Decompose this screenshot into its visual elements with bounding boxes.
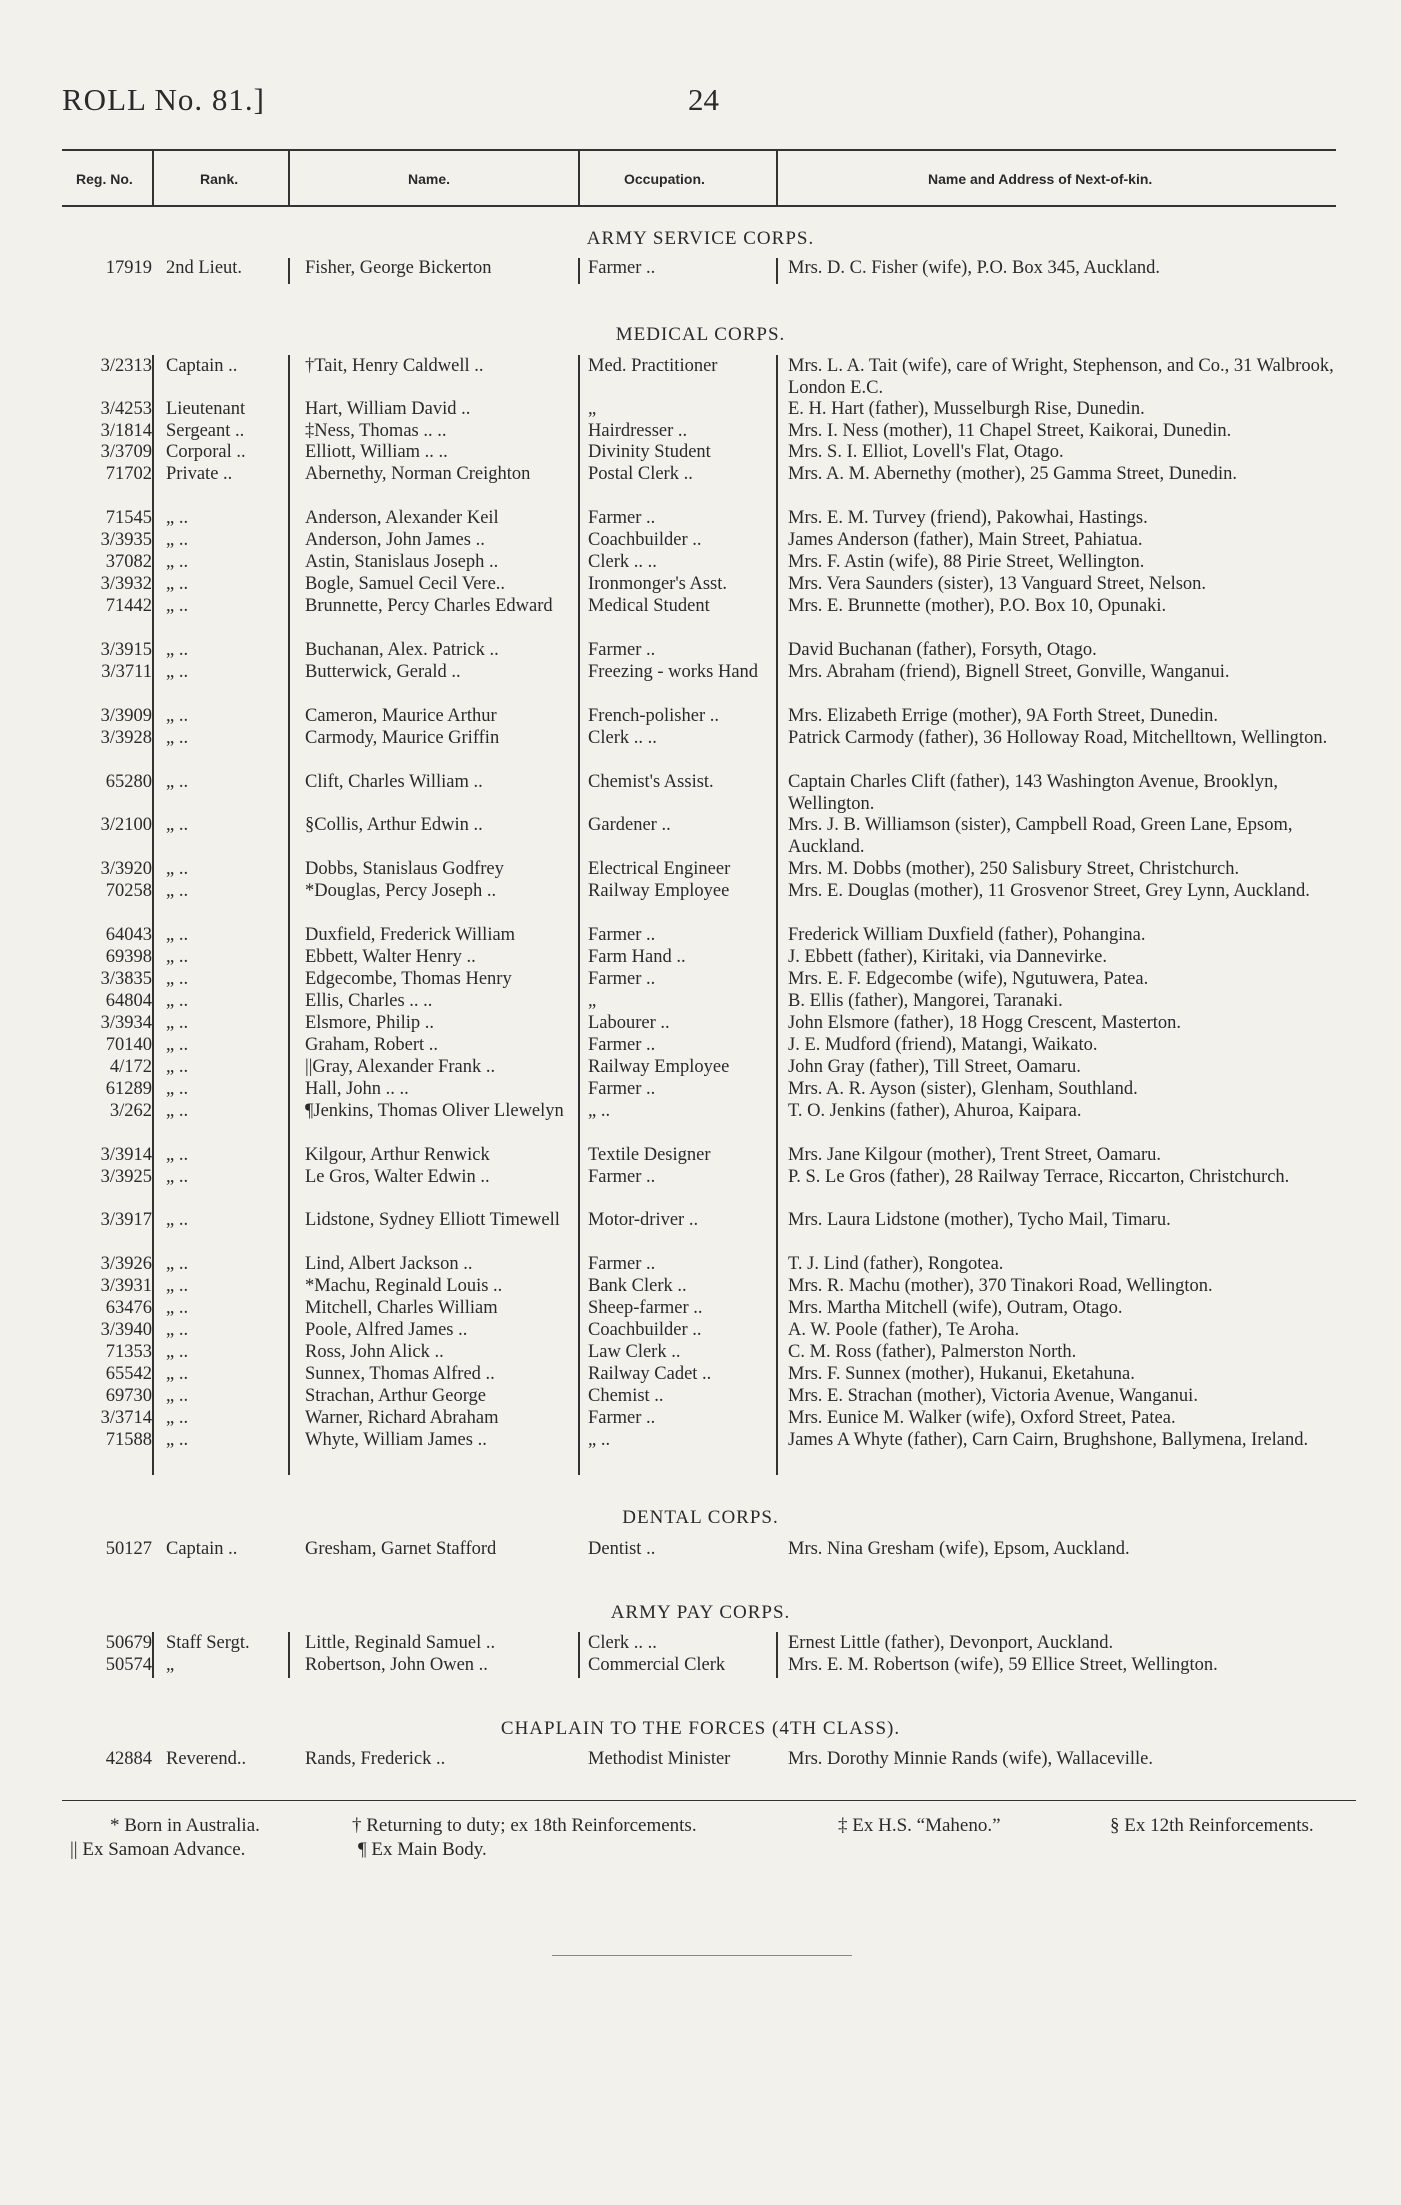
reg-number: 3/3940 bbox=[100, 1320, 152, 1340]
soldier-name: Fisher, George Bickerton bbox=[305, 258, 492, 278]
col-header-reg: Reg. No. bbox=[76, 171, 133, 187]
reg-number: 3/262 bbox=[109, 1101, 152, 1121]
reg-number: 3/3909 bbox=[100, 706, 152, 726]
occupation: Railway Employee bbox=[588, 1057, 730, 1077]
rank: „ .. bbox=[166, 815, 189, 835]
reg-number: 3/3711 bbox=[101, 662, 152, 682]
reg-number: 64804 bbox=[105, 991, 152, 1011]
bottom-rule bbox=[552, 1955, 852, 1956]
next-of-kin: Mrs. E. Douglas (mother), 11 Grosvenor Street, Grey Lynn, Auckland. bbox=[788, 881, 1310, 901]
rank: „ .. bbox=[166, 574, 189, 594]
rank: „ .. bbox=[166, 1408, 189, 1428]
rank: Sergeant .. bbox=[166, 421, 245, 441]
body-divider-med-3 bbox=[578, 355, 580, 1475]
occupation: Divinity Student bbox=[588, 442, 711, 462]
occupation: Farmer .. bbox=[588, 508, 656, 528]
reg-number: 50679 bbox=[105, 1633, 152, 1653]
reg-number: 64043 bbox=[105, 925, 152, 945]
rank: „ .. bbox=[166, 1035, 189, 1055]
soldier-name: †Tait, Henry Caldwell .. bbox=[305, 356, 484, 376]
reg-number: 3/3709 bbox=[100, 442, 152, 462]
occupation: Labourer .. bbox=[588, 1013, 670, 1033]
occupation: Chemist's Assist. bbox=[588, 772, 714, 792]
occupation: Methodist Minister bbox=[588, 1749, 731, 1769]
reg-number: 4/172 bbox=[109, 1057, 152, 1077]
occupation: „ .. bbox=[588, 1430, 611, 1450]
next-of-kin: Mrs. I. Ness (mother), 11 Chapel Street, Kaikorai, Dunedin. bbox=[788, 421, 1232, 441]
soldier-name: Lind, Albert Jackson .. bbox=[305, 1254, 473, 1274]
soldier-name: Le Gros, Walter Edwin .. bbox=[305, 1167, 490, 1187]
footnote-rule bbox=[62, 1800, 1356, 1801]
col-header-rank: Rank. bbox=[200, 171, 239, 187]
header-divider-1 bbox=[152, 149, 154, 206]
next-of-kin: P. S. Le Gros (father), 28 Railway Terrace, Riccarton, Christchurch. bbox=[788, 1167, 1290, 1187]
reg-number: 50127 bbox=[105, 1539, 152, 1559]
occupation: Electrical Engineer bbox=[588, 859, 731, 879]
rank: „ .. bbox=[166, 1210, 189, 1230]
occupation: Farmer .. bbox=[588, 1079, 656, 1099]
rank: „ .. bbox=[166, 640, 189, 660]
rank: „ .. bbox=[166, 706, 189, 726]
header-divider-4 bbox=[776, 149, 778, 206]
next-of-kin: Mrs. E. Strachan (mother), Victoria Avenue, Wanganui. bbox=[788, 1386, 1198, 1406]
next-of-kin: T. J. Lind (father), Rongotea. bbox=[788, 1254, 1004, 1274]
next-of-kin: Mrs. A. R. Ayson (sister), Glenham, Southland. bbox=[788, 1079, 1138, 1099]
reg-number: 3/2313 bbox=[100, 356, 152, 376]
occupation: „ .. bbox=[588, 1101, 611, 1121]
soldier-name: Ross, John Alick .. bbox=[305, 1342, 444, 1362]
next-of-kin: Mrs. F. Astin (wife), 88 Pirie Street, Wellington. bbox=[788, 552, 1145, 572]
section-heading: CHAPLAIN TO THE FORCES (4TH CLASS). bbox=[500, 1718, 901, 1739]
occupation: Farmer .. bbox=[588, 1254, 656, 1274]
body-divider-asc-3 bbox=[776, 258, 778, 284]
occupation: Farm Hand .. bbox=[588, 947, 686, 967]
rank: „ .. bbox=[166, 1320, 189, 1340]
occupation: Farmer .. bbox=[588, 258, 656, 278]
soldier-name: Elsmore, Philip .. bbox=[305, 1013, 434, 1033]
occupation: Chemist .. bbox=[588, 1386, 664, 1406]
body-divider-pay-1 bbox=[152, 1632, 154, 1678]
occupation: Farmer .. bbox=[588, 969, 656, 989]
reg-number: 71545 bbox=[105, 508, 152, 528]
occupation: Farmer .. bbox=[588, 1167, 656, 1187]
footnote-maheno: ‡ Ex H.S. “Maheno.” bbox=[838, 1815, 1001, 1836]
body-divider-med-4 bbox=[776, 355, 778, 1475]
body-divider-pay-4 bbox=[776, 1632, 778, 1678]
rank: Corporal .. bbox=[166, 442, 246, 462]
occupation: Gardener .. bbox=[588, 815, 671, 835]
reg-number: 3/3915 bbox=[100, 640, 152, 660]
body-divider-asc-1 bbox=[288, 258, 290, 284]
reg-number: 65280 bbox=[105, 772, 152, 792]
occupation: Clerk .. .. bbox=[588, 728, 657, 748]
rank: Private .. bbox=[166, 464, 233, 484]
soldier-name: Dobbs, Stanislaus Godfrey bbox=[305, 859, 504, 879]
next-of-kin: John Elsmore (father), 18 Hogg Crescent, Masterton. bbox=[788, 1013, 1182, 1033]
soldier-name: ¶Jenkins, Thomas Oliver Llewelyn bbox=[305, 1101, 564, 1121]
col-header-name: Name. bbox=[408, 171, 451, 187]
page-number: 24 bbox=[688, 82, 719, 117]
soldier-name: Edgecombe, Thomas Henry bbox=[305, 969, 512, 989]
rank: „ .. bbox=[166, 1254, 189, 1274]
reg-number: 3/1814 bbox=[100, 421, 152, 441]
section-heading: MEDICAL CORPS. bbox=[615, 324, 786, 345]
next-of-kin: E. H. Hart (father), Musselburgh Rise, Dunedin. bbox=[788, 399, 1145, 419]
next-of-kin: T. O. Jenkins (father), Ahuroa, Kaipara. bbox=[788, 1101, 1082, 1121]
occupation: Postal Clerk .. bbox=[588, 464, 693, 484]
reg-number: 17919 bbox=[105, 258, 152, 278]
reg-number: 3/3920 bbox=[100, 859, 152, 879]
rank: „ .. bbox=[166, 1101, 189, 1121]
reg-number: 3/3928 bbox=[100, 728, 152, 748]
soldier-name: Bogle, Samuel Cecil Vere.. bbox=[305, 574, 506, 594]
reg-number: 37082 bbox=[105, 552, 152, 572]
rank: „ .. bbox=[166, 1364, 189, 1384]
next-of-kin: Mrs. E. F. Edgecombe (wife), Ngutuwera, Patea. bbox=[788, 969, 1149, 989]
soldier-name: Graham, Robert .. bbox=[305, 1035, 439, 1055]
soldier-name: Cameron, Maurice Arthur bbox=[305, 706, 497, 726]
body-divider-med-1 bbox=[152, 355, 154, 1475]
header-bottom-rule bbox=[62, 205, 1336, 207]
rank: „ .. bbox=[166, 1013, 189, 1033]
next-of-kin: Frederick William Duxfield (father), Pohangina. bbox=[788, 925, 1146, 945]
rank: Lieutenant bbox=[166, 399, 246, 419]
soldier-name: Carmody, Maurice Griffin bbox=[305, 728, 500, 748]
rank: „ .. bbox=[166, 947, 189, 967]
next-of-kin: Mrs. Dorothy Minnie Rands (wife), Wallaceville. bbox=[788, 1749, 1154, 1769]
next-of-kin: Mrs. Jane Kilgour (mother), Trent Street, Oamaru. bbox=[788, 1145, 1162, 1165]
soldier-name: Ellis, Charles .. .. bbox=[305, 991, 433, 1011]
rank: Captain .. bbox=[166, 356, 238, 376]
soldier-name: Gresham, Garnet Stafford bbox=[305, 1539, 497, 1559]
soldier-name: Little, Reginald Samuel .. bbox=[305, 1633, 496, 1653]
reg-number: 70140 bbox=[105, 1035, 152, 1055]
soldier-name: ||Gray, Alexander Frank .. bbox=[305, 1057, 496, 1077]
rank: „ .. bbox=[166, 1430, 189, 1450]
next-of-kin: Mrs. Vera Saunders (sister), 13 Vanguard Street, Nelson. bbox=[788, 574, 1207, 594]
footnote-main-body: ¶ Ex Main Body. bbox=[358, 1839, 487, 1860]
occupation: Railway Cadet .. bbox=[588, 1364, 712, 1384]
reg-number: 71702 bbox=[105, 464, 152, 484]
occupation: Coachbuilder .. bbox=[588, 530, 702, 550]
reg-number: 3/3917 bbox=[100, 1210, 152, 1230]
next-of-kin: Mrs. Abraham (friend), Bignell Street, Gonville, Wanganui. bbox=[788, 662, 1230, 682]
reg-number: 3/3935 bbox=[100, 530, 152, 550]
occupation: Med. Practitioner bbox=[588, 356, 718, 376]
rank: Captain .. bbox=[166, 1539, 238, 1559]
reg-number: 3/4253 bbox=[100, 399, 152, 419]
next-of-kin: Captain Charles Clift (father), 143 Washington Avenue, Brooklyn, Wellington. bbox=[788, 772, 1279, 814]
next-of-kin: Mrs. L. A. Tait (wife), care of Wright, Stephenson, and Co., 31 Walbrook, London E.C. bbox=[788, 356, 1334, 398]
reg-number: 3/3714 bbox=[100, 1408, 152, 1428]
soldier-name: Anderson, Alexander Keil bbox=[305, 508, 499, 528]
roll-number: ROLL No. 81.] bbox=[62, 82, 265, 117]
rank: „ .. bbox=[166, 859, 189, 879]
soldier-name: Ebbett, Walter Henry .. bbox=[305, 947, 476, 967]
reg-number: 63476 bbox=[105, 1298, 152, 1318]
next-of-kin: J. Ebbett (father), Kiritaki, via Dannevirke. bbox=[788, 947, 1108, 967]
reg-number: 71588 bbox=[105, 1430, 152, 1450]
body-divider-med-2 bbox=[288, 355, 290, 1475]
col-header-occupation: Occupation. bbox=[624, 171, 705, 187]
rank: „ .. bbox=[166, 1386, 189, 1406]
occupation: Medical Student bbox=[588, 596, 710, 616]
soldier-name: Poole, Alfred James .. bbox=[305, 1320, 468, 1340]
soldier-name: Abernethy, Norman Creighton bbox=[305, 464, 531, 484]
body-divider-pay-3 bbox=[578, 1632, 580, 1678]
soldier-name: Kilgour, Arthur Renwick bbox=[305, 1145, 490, 1165]
soldier-name: *Machu, Reginald Louis .. bbox=[305, 1276, 503, 1296]
rank: Staff Sergt. bbox=[166, 1633, 250, 1653]
next-of-kin: John Gray (father), Till Street, Oamaru. bbox=[788, 1057, 1081, 1077]
footnote-ex12: § Ex 12th Reinforcements. bbox=[1110, 1815, 1314, 1836]
occupation: Coachbuilder .. bbox=[588, 1320, 702, 1340]
occupation: Ironmonger's Asst. bbox=[588, 574, 727, 594]
occupation: French-polisher .. bbox=[588, 706, 720, 726]
occupation: „ bbox=[588, 399, 597, 419]
occupation: Farmer .. bbox=[588, 1035, 656, 1055]
footnote-samoan: || Ex Samoan Advance. bbox=[70, 1839, 246, 1860]
footnote-born: * Born in Australia. bbox=[110, 1815, 260, 1836]
next-of-kin: Mrs. E. M. Turvey (friend), Pakowhai, Hastings. bbox=[788, 508, 1148, 528]
soldier-name: Rands, Frederick .. bbox=[305, 1749, 446, 1769]
next-of-kin: Mrs. E. Brunnette (mother), P.O. Box 10, Opunaki. bbox=[788, 596, 1167, 616]
reg-number: 3/3932 bbox=[100, 574, 152, 594]
next-of-kin: Mrs. D. C. Fisher (wife), P.O. Box 345, Auckland. bbox=[788, 258, 1161, 278]
section-heading: ARMY SERVICE CORPS. bbox=[586, 228, 815, 249]
reg-number: 3/3835 bbox=[100, 969, 152, 989]
next-of-kin: Mrs. Martha Mitchell (wife), Outram, Otago. bbox=[788, 1298, 1123, 1318]
soldier-name: Lidstone, Sydney Elliott Timewell bbox=[305, 1210, 560, 1230]
rank: „ .. bbox=[166, 1079, 189, 1099]
rank: „ .. bbox=[166, 530, 189, 550]
header-divider-3 bbox=[578, 149, 580, 206]
rank: „ .. bbox=[166, 508, 189, 528]
occupation: Farmer .. bbox=[588, 1408, 656, 1428]
rank: „ bbox=[166, 1655, 175, 1675]
reg-number: 71353 bbox=[105, 1342, 152, 1362]
occupation: Hairdresser .. bbox=[588, 421, 688, 441]
soldier-name: Clift, Charles William .. bbox=[305, 772, 483, 792]
reg-number: 3/2100 bbox=[100, 815, 152, 835]
section-heading: ARMY PAY CORPS. bbox=[610, 1602, 791, 1623]
next-of-kin: Mrs. Eunice M. Walker (wife), Oxford Street, Patea. bbox=[788, 1408, 1176, 1428]
soldier-name: Butterwick, Gerald .. bbox=[305, 662, 461, 682]
occupation: Sheep-farmer .. bbox=[588, 1298, 703, 1318]
soldier-name: Brunnette, Percy Charles Edward bbox=[305, 596, 553, 616]
soldier-name: Whyte, William James .. bbox=[305, 1430, 487, 1450]
rank: „ .. bbox=[166, 969, 189, 989]
rank: „ .. bbox=[166, 881, 189, 901]
occupation: Freezing - works Hand bbox=[588, 662, 759, 682]
occupation: Bank Clerk .. bbox=[588, 1276, 687, 1296]
reg-number: 69730 bbox=[105, 1386, 152, 1406]
soldier-name: Duxfield, Frederick William bbox=[305, 925, 516, 945]
reg-number: 61289 bbox=[105, 1079, 152, 1099]
soldier-name: Strachan, Arthur George bbox=[305, 1386, 487, 1406]
rank: „ .. bbox=[166, 1167, 189, 1187]
next-of-kin: Mrs. Nina Gresham (wife), Epsom, Auckland. bbox=[788, 1539, 1130, 1559]
occupation: Clerk .. .. bbox=[588, 1633, 657, 1653]
rank: „ .. bbox=[166, 772, 189, 792]
occupation: Farmer .. bbox=[588, 640, 656, 660]
soldier-name: §Collis, Arthur Edwin .. bbox=[305, 815, 483, 835]
rank: „ .. bbox=[166, 1342, 189, 1362]
occupation: Commercial Clerk bbox=[588, 1655, 726, 1675]
next-of-kin: Mrs. R. Machu (mother), 370 Tinakori Road, Wellington. bbox=[788, 1276, 1213, 1296]
soldier-name: Hart, William David .. bbox=[305, 399, 471, 419]
next-of-kin: Mrs. A. M. Abernethy (mother), 25 Gamma Street, Dunedin. bbox=[788, 464, 1238, 484]
next-of-kin: Mrs. S. I. Elliot, Lovell's Flat, Otago. bbox=[788, 442, 1064, 462]
occupation: Farmer .. bbox=[588, 925, 656, 945]
rank: „ .. bbox=[166, 991, 189, 1011]
soldier-name: Astin, Stanislaus Joseph .. bbox=[305, 552, 499, 572]
soldier-name: Sunnex, Thomas Alfred .. bbox=[305, 1364, 495, 1384]
soldier-name: Robertson, John Owen .. bbox=[305, 1655, 488, 1675]
occupation: Dentist .. bbox=[588, 1539, 656, 1559]
soldier-name: Anderson, John James .. bbox=[305, 530, 485, 550]
rank: „ .. bbox=[166, 1298, 189, 1318]
soldier-name: Mitchell, Charles William bbox=[305, 1298, 498, 1318]
col-header-kin: Name and Address of Next-of-kin. bbox=[928, 171, 1153, 187]
next-of-kin: C. M. Ross (father), Palmerston North. bbox=[788, 1342, 1077, 1362]
rank: 2nd Lieut. bbox=[166, 258, 243, 278]
reg-number: 3/3931 bbox=[100, 1276, 152, 1296]
reg-number: 70258 bbox=[105, 881, 152, 901]
soldier-name: *Douglas, Percy Joseph .. bbox=[305, 881, 497, 901]
soldier-name: Hall, John .. .. bbox=[305, 1079, 409, 1099]
rank: „ .. bbox=[166, 1145, 189, 1165]
reg-number: 3/3926 bbox=[100, 1254, 152, 1274]
next-of-kin: Mrs. F. Sunnex (mother), Hukanui, Eketahuna. bbox=[788, 1364, 1135, 1384]
soldier-name: ‡Ness, Thomas .. .. bbox=[305, 421, 447, 441]
rank: „ .. bbox=[166, 662, 189, 682]
rank: „ .. bbox=[166, 1057, 189, 1077]
occupation: Law Clerk .. bbox=[588, 1342, 681, 1362]
next-of-kin: Mrs. J. B. Williamson (sister), Campbell Road, Green Lane, Epsom, Auckland. bbox=[788, 815, 1293, 857]
soldier-name: Elliott, William .. .. bbox=[305, 442, 448, 462]
rank: „ .. bbox=[166, 1276, 189, 1296]
rank: Reverend.. bbox=[166, 1749, 247, 1769]
next-of-kin: J. E. Mudford (friend), Matangi, Waikato. bbox=[788, 1035, 1098, 1055]
rank: „ .. bbox=[166, 925, 189, 945]
reg-number: 3/3925 bbox=[100, 1167, 152, 1187]
occupation: Motor-driver .. bbox=[588, 1210, 699, 1230]
reg-number: 42884 bbox=[105, 1749, 152, 1769]
soldier-name: Buchanan, Alex. Patrick .. bbox=[305, 640, 499, 660]
occupation: Railway Employee bbox=[588, 881, 730, 901]
occupation: Textile Designer bbox=[588, 1145, 711, 1165]
soldier-name: Warner, Richard Abraham bbox=[305, 1408, 499, 1428]
next-of-kin: A. W. Poole (father), Te Aroha. bbox=[788, 1320, 1020, 1340]
rank: „ .. bbox=[166, 728, 189, 748]
next-of-kin: B. Ellis (father), Mangorei, Taranaki. bbox=[788, 991, 1063, 1011]
next-of-kin: James Anderson (father), Main Street, Pahiatua. bbox=[788, 530, 1143, 550]
header-top-rule bbox=[62, 149, 1336, 151]
footnote-returning: † Returning to duty; ex 18th Reinforcements. bbox=[352, 1815, 697, 1836]
occupation: Clerk .. .. bbox=[588, 552, 657, 572]
reg-number: 3/3914 bbox=[100, 1145, 152, 1165]
next-of-kin: Mrs. M. Dobbs (mother), 250 Salisbury Street, Christchurch. bbox=[788, 859, 1240, 879]
next-of-kin: Mrs. Elizabeth Errige (mother), 9A Forth Street, Dunedin. bbox=[788, 706, 1219, 726]
section-heading: DENTAL CORPS. bbox=[622, 1507, 779, 1528]
next-of-kin: Mrs. Laura Lidstone (mother), Tycho Mail, Timaru. bbox=[788, 1210, 1171, 1230]
reg-number: 71442 bbox=[105, 596, 152, 616]
body-divider-asc-2 bbox=[578, 258, 580, 284]
rank: „ .. bbox=[166, 552, 189, 572]
header-divider-2 bbox=[288, 149, 290, 206]
rank: „ .. bbox=[166, 596, 189, 616]
reg-number: 69398 bbox=[105, 947, 152, 967]
next-of-kin: Mrs. E. M. Robertson (wife), 59 Ellice Street, Wellington. bbox=[788, 1655, 1218, 1675]
reg-number: 65542 bbox=[105, 1364, 152, 1384]
reg-number: 3/3934 bbox=[100, 1013, 152, 1033]
next-of-kin: Ernest Little (father), Devonport, Auckland. bbox=[788, 1633, 1114, 1653]
next-of-kin: Patrick Carmody (father), 36 Holloway Road, Mitchelltown, Wellington. bbox=[788, 728, 1328, 748]
next-of-kin: David Buchanan (father), Forsyth, Otago. bbox=[788, 640, 1097, 660]
body-divider-pay-2 bbox=[288, 1632, 290, 1678]
next-of-kin: James A Whyte (father), Carn Cairn, Brughshone, Ballymena, Ireland. bbox=[788, 1430, 1309, 1450]
occupation: „ bbox=[588, 991, 597, 1011]
reg-number: 50574 bbox=[105, 1655, 152, 1675]
